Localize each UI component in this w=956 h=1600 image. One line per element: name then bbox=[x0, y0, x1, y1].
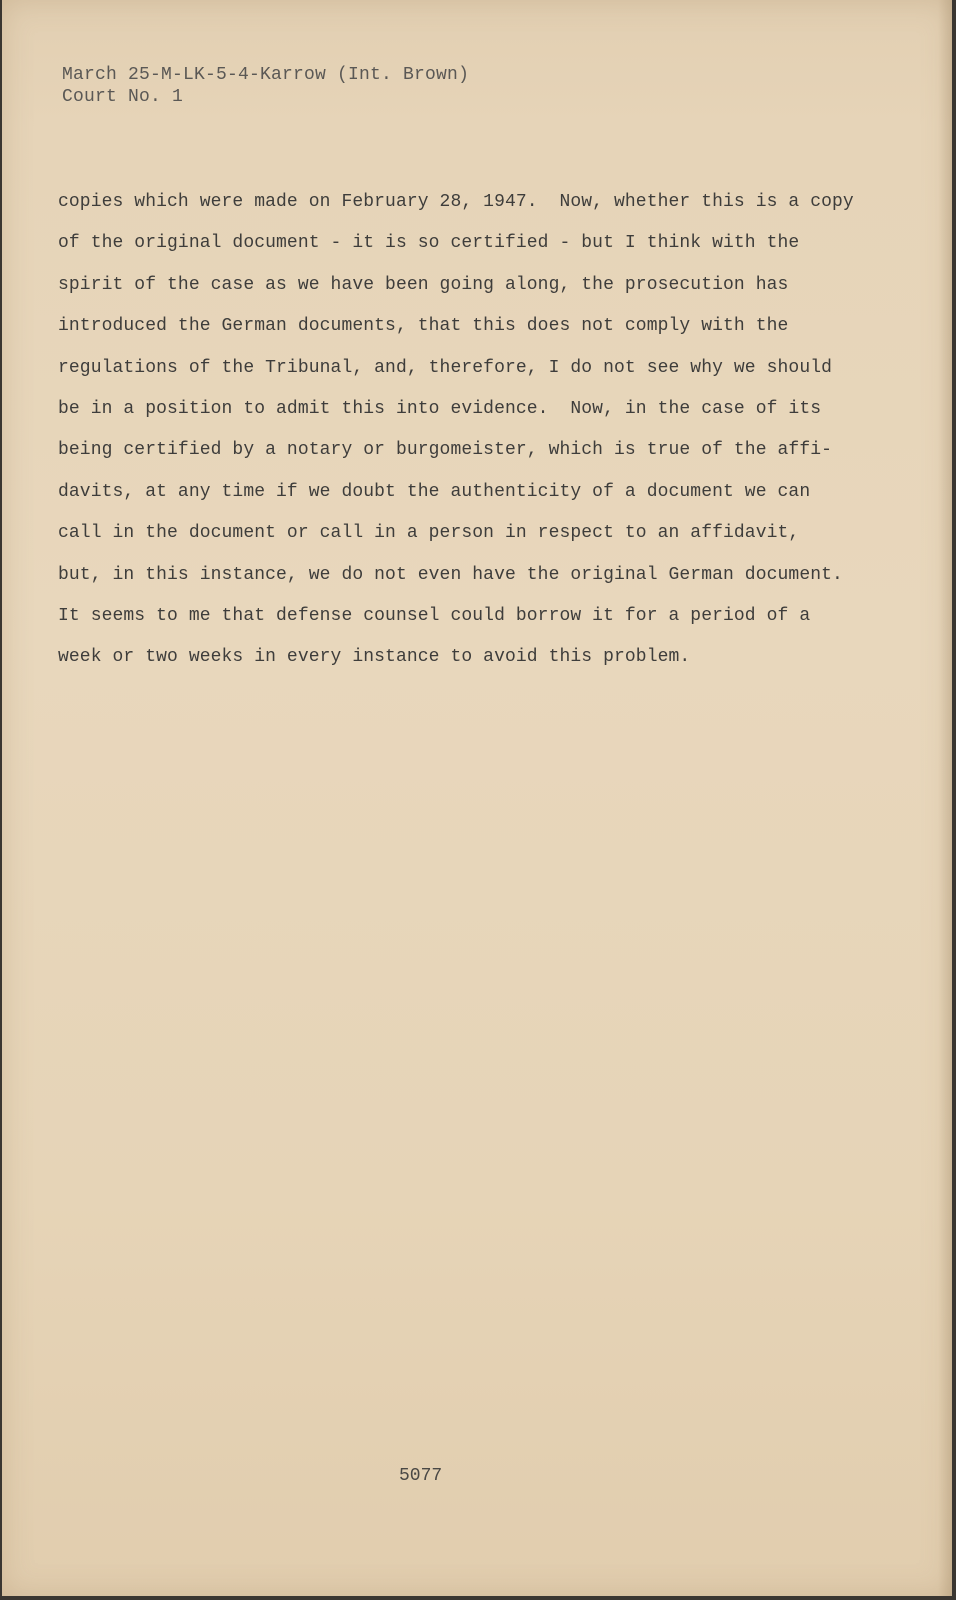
text-line: davits, at any time if we doubt the authenticity of a document we can bbox=[58, 481, 811, 502]
text-line: copies which were made on February 28, 1947. Now, whether this is a copy bbox=[58, 192, 854, 212]
text-line: introduced the German documents, that this does not comply with the bbox=[58, 316, 789, 337]
transcript-body bbox=[58, 187, 878, 684]
document-page bbox=[2, 0, 952, 1596]
text-line: It seems to me that defense counsel could borrow it for a period of a bbox=[58, 605, 811, 626]
header-session-line: March 25-M-LK-5-4-Karrow (Int. Brown) bbox=[62, 65, 470, 85]
text-line: but, in this instance, we do not even have the original German document. bbox=[58, 564, 843, 585]
document-header bbox=[62, 64, 469, 108]
text-line: week or two weeks in every instance to avoid this problem. bbox=[58, 647, 691, 668]
text-line: be in a position to admit this into evidence. Now, in the case of its bbox=[58, 398, 822, 419]
page-number: 5077 bbox=[399, 1466, 443, 1486]
text-line: of the original document - it is so certified - but I think with the bbox=[58, 233, 800, 254]
text-line: call in the document or call in a person in respect to an affidavit, bbox=[58, 523, 800, 544]
text-line: spirit of the case as we have been going along, the prosecution has bbox=[58, 274, 789, 295]
header-court-line: Court No. 1 bbox=[62, 87, 184, 107]
text-line: being certified by a notary or burgomeister, which is true of the affi- bbox=[58, 440, 833, 461]
text-line: regulations of the Tribunal, and, therefore, I do not see why we should bbox=[58, 357, 833, 378]
